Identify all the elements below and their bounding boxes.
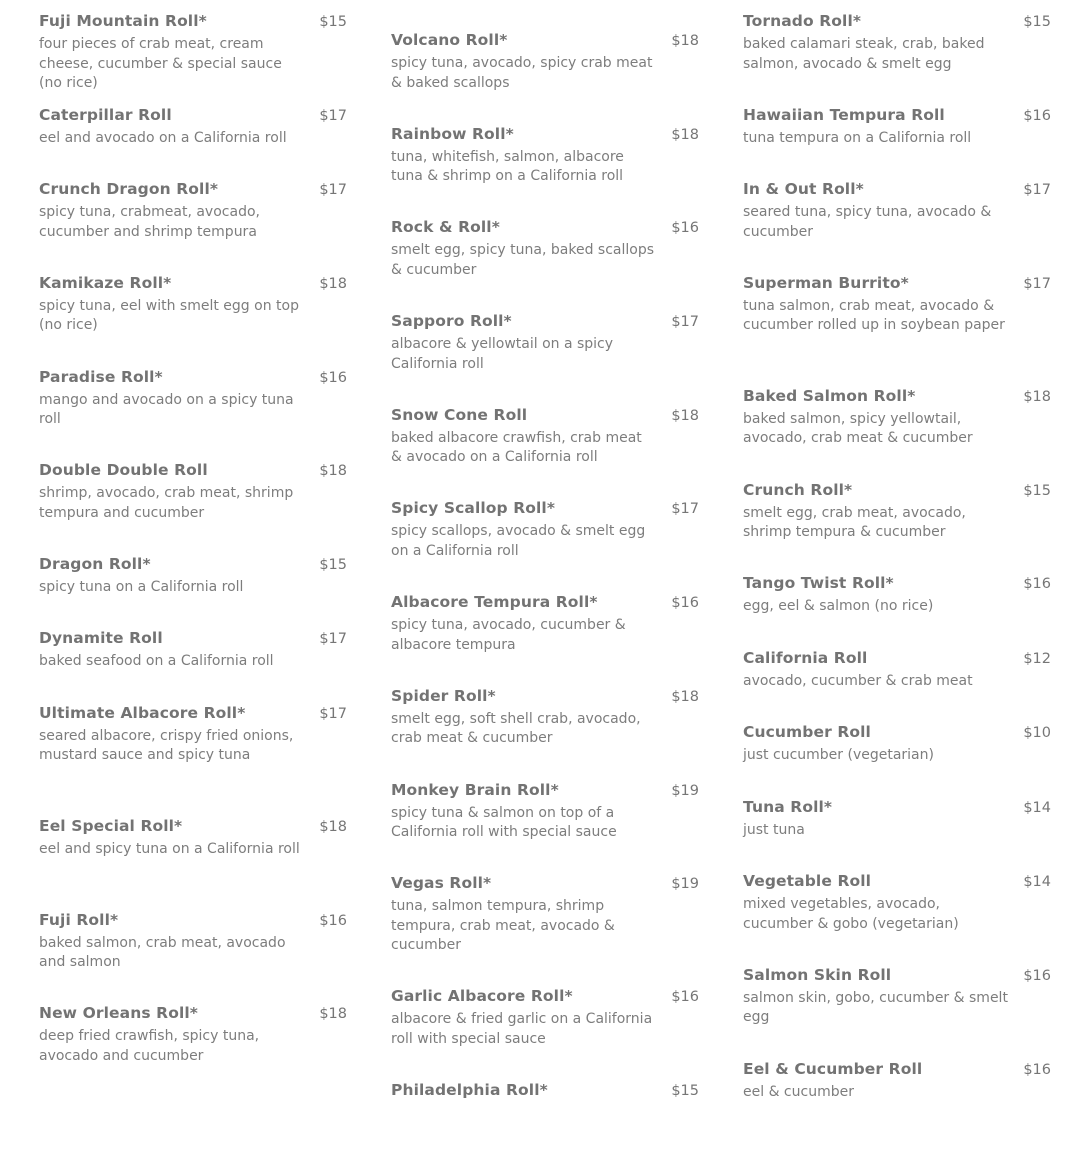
menu-item (39, 816, 347, 910)
item-header (39, 628, 347, 649)
item-name: Paradise Roll* (39, 367, 163, 386)
menu-item (743, 105, 1051, 180)
item-header (39, 273, 347, 294)
menu-item (39, 273, 347, 367)
item-description: baked salmon, crab meat, avocado and salmon (39, 934, 286, 971)
item-header (391, 592, 699, 613)
item-price: $16 (1023, 107, 1051, 124)
menu-item (743, 573, 1051, 648)
item-header (391, 311, 699, 332)
item-price: $17 (671, 314, 699, 331)
item-price: $14 (1023, 874, 1051, 891)
item-name: Snow Cone Roll (391, 405, 528, 424)
item-name: California Roll (743, 648, 868, 667)
item-price: $17 (319, 107, 347, 124)
item-price: $15 (1023, 14, 1051, 30)
item-header (39, 179, 347, 200)
item-description: four pieces of crab meat, cream cheese, cucumber & special sauce (no rice) (39, 36, 282, 91)
item-description: shrimp, avocado, crab meat, shrimp tempura and cucumber (39, 485, 294, 521)
item-name: Crunch Roll* (743, 480, 853, 499)
item-price: $17 (319, 705, 347, 722)
item-price: $19 (671, 782, 699, 799)
menu-item (743, 386, 1051, 480)
item-description: tuna, whitefish, salmon, albacore tuna & shrimp on a California roll (391, 148, 624, 185)
item-price: $17 (319, 182, 347, 199)
menu-item (743, 722, 1051, 797)
item-price: $16 (319, 369, 347, 386)
item-header (743, 273, 1051, 294)
item-name: Tornado Roll* (743, 12, 862, 30)
item-header (39, 11, 347, 32)
item-description: albacore & fried garlic on a California roll with special sauce (391, 1011, 653, 1047)
item-description: tuna, salmon tempura, shrimp tempura, crab meat, avocado & cucumber (391, 898, 615, 954)
item-description: spicy tuna & salmon on top of a California roll with special sauce (391, 804, 617, 840)
item-name: Volcano Roll* (391, 31, 508, 49)
item-header (391, 217, 699, 238)
item-description: just tuna (743, 821, 805, 838)
item-description: spicy tuna, eel with smelt egg on top (no rice) (39, 297, 299, 334)
item-description: smelt egg, crab meat, avocado, shrimp tempura & cucumber (743, 504, 966, 541)
item-description: mango and avocado on a spicy tuna roll (39, 391, 294, 428)
item-price: $18 (319, 463, 347, 480)
menu-item (39, 703, 347, 816)
item-price: $15 (671, 1082, 699, 1099)
item-header (743, 11, 1051, 32)
item-price: $18 (319, 818, 347, 835)
item-name: Caterpillar Roll (39, 105, 172, 124)
menu-column-2 (391, 30, 699, 1154)
menu-item (391, 686, 699, 780)
item-description: spicy tuna, avocado, cucumber & albacore tempura (391, 617, 626, 653)
item-price: $15 (1023, 482, 1051, 499)
item-description: albacore & yellowtail on a spicy California roll (391, 336, 614, 372)
item-description: spicy tuna on a California roll (39, 578, 244, 595)
menu-column-3 (743, 11, 1051, 1133)
item-price: $17 (319, 631, 347, 648)
item-name: Vegetable Roll (743, 872, 872, 891)
item-description: baked calamari steak, crab, baked salmon, avocado & smelt egg (743, 36, 985, 72)
menu-item (743, 480, 1051, 574)
menu-item (743, 179, 1051, 273)
item-price: $16 (1023, 1061, 1051, 1078)
item-name: Double Double Roll (39, 461, 208, 480)
menu-item (39, 105, 347, 180)
item-header (743, 573, 1051, 594)
item-name: Dynamite Roll (39, 629, 163, 648)
item-description: seared tuna, spicy tuna, avocado & cucumber (743, 204, 992, 240)
item-description: smelt egg, soft shell crab, avocado, crab meat & cucumber (391, 710, 641, 747)
item-name: In & Out Roll* (743, 180, 864, 199)
menu-item (743, 797, 1051, 872)
item-price: $18 (671, 33, 699, 49)
item-price: $12 (1023, 650, 1051, 667)
menu-item (39, 11, 347, 105)
item-price: $10 (1023, 725, 1051, 742)
item-header (743, 871, 1051, 892)
item-price: $19 (671, 876, 699, 893)
item-name: Salmon Skin Roll (743, 965, 892, 984)
menu-item (391, 311, 699, 405)
menu-item (391, 217, 699, 311)
item-header (391, 986, 699, 1007)
item-header (391, 780, 699, 801)
item-header (743, 179, 1051, 200)
item-price: $17 (1023, 275, 1051, 292)
menu-item (39, 628, 347, 703)
item-description: baked albacore crawfish, crab meat & avocado on a California roll (391, 429, 642, 466)
item-price: $15 (319, 556, 347, 573)
item-name: Garlic Albacore Roll* (391, 987, 573, 1006)
item-price: $16 (319, 912, 347, 929)
item-price: $14 (1023, 799, 1051, 816)
item-description: baked salmon, spicy yellowtail, avocado, crab meat & cucumber (743, 410, 973, 447)
item-name: Rainbow Roll* (391, 124, 514, 143)
item-name: Sapporo Roll* (391, 312, 512, 331)
item-header (39, 460, 347, 481)
item-price: $18 (1023, 388, 1051, 405)
item-price: $18 (319, 1006, 347, 1023)
item-description: baked seafood on a California roll (39, 653, 274, 670)
item-description: seared albacore, crispy fried onions, mustard sauce and spicy tuna (39, 727, 294, 764)
item-name: New Orleans Roll* (39, 1004, 198, 1023)
item-name: Tango Twist Roll* (743, 574, 894, 593)
item-description: spicy scallops, avocado & smelt egg on a California roll (391, 523, 646, 559)
item-name: Kamikaze Roll* (39, 273, 172, 292)
item-header (743, 386, 1051, 407)
menu-item (743, 11, 1051, 105)
item-name: Monkey Brain Roll* (391, 780, 559, 799)
menu-item (743, 965, 1051, 1059)
item-header (39, 105, 347, 126)
item-description: salmon skin, gobo, cucumber & smelt egg (743, 989, 1008, 1026)
item-price: $18 (319, 275, 347, 292)
item-description: spicy tuna, avocado, spicy crab meat & baked scallops (391, 55, 653, 91)
menu-item (391, 1080, 699, 1154)
item-name: Baked Salmon Roll* (743, 386, 916, 405)
item-name: Spider Roll* (391, 686, 496, 705)
menu-item (39, 1003, 347, 1097)
item-header (39, 816, 347, 837)
item-price: $16 (671, 989, 699, 1006)
item-price: $18 (671, 407, 699, 424)
item-header (39, 910, 347, 931)
item-name: Cucumber Roll (743, 723, 871, 742)
item-header (391, 1080, 699, 1101)
item-description: deep fried crawfish, spicy tuna, avocado and cucumber (39, 1028, 260, 1064)
menu-item (391, 124, 699, 218)
item-description: eel and spicy tuna on a California roll (39, 840, 300, 857)
item-price: $15 (319, 14, 347, 30)
menu-item (39, 910, 347, 1004)
item-description: smelt egg, spicy tuna, baked scallops & cucumber (391, 242, 654, 278)
item-header (743, 648, 1051, 669)
menu-item (39, 460, 347, 554)
item-description: just cucumber (vegetarian) (743, 747, 934, 764)
item-name: Rock & Roll* (391, 218, 500, 237)
item-header (743, 1059, 1051, 1080)
item-header (391, 873, 699, 894)
item-name: Fuji Mountain Roll* (39, 12, 207, 30)
item-price: $18 (671, 126, 699, 143)
menu-item (391, 405, 699, 499)
menu-item (743, 871, 1051, 965)
menu-item (743, 1059, 1051, 1134)
item-description: tuna tempura on a California roll (743, 129, 972, 146)
menu-item (391, 30, 699, 124)
item-description: tuna salmon, crab meat, avocado & cucumber rolled up in soybean paper (743, 297, 1005, 334)
item-header (39, 367, 347, 388)
item-header (39, 703, 347, 724)
item-price: $18 (671, 688, 699, 705)
item-header (391, 30, 699, 51)
item-price: $17 (671, 501, 699, 518)
item-header (39, 1003, 347, 1024)
item-price: $16 (671, 220, 699, 237)
item-header (391, 124, 699, 145)
item-name: Eel & Cucumber Roll (743, 1059, 923, 1078)
menu-item (391, 873, 699, 986)
item-header (391, 405, 699, 426)
item-name: Hawaiian Tempura Roll (743, 105, 945, 124)
item-description: avocado, cucumber & crab meat (743, 672, 973, 689)
item-name: Fuji Roll* (39, 910, 119, 929)
item-header (743, 722, 1051, 743)
item-name: Dragon Roll* (39, 554, 151, 573)
item-header (743, 480, 1051, 501)
menu-item (391, 986, 699, 1080)
item-price: $16 (1023, 967, 1051, 984)
item-name: Spicy Scallop Roll* (391, 499, 556, 518)
item-header (391, 686, 699, 707)
item-name: Ultimate Albacore Roll* (39, 703, 246, 722)
item-description: spicy tuna, crabmeat, avocado, cucumber and shrimp tempura (39, 204, 260, 240)
item-price: $16 (1023, 576, 1051, 593)
menu-item (743, 648, 1051, 723)
item-name: Superman Burrito* (743, 273, 909, 292)
item-header (39, 554, 347, 575)
item-name: Vegas Roll* (391, 874, 492, 893)
item-name: Crunch Dragon Roll* (39, 180, 219, 199)
menu-item (743, 273, 1051, 386)
item-header (743, 105, 1051, 126)
item-description: egg, eel & salmon (no rice) (743, 598, 934, 615)
menu-item (39, 367, 347, 461)
item-name: Philadelphia Roll* (391, 1080, 548, 1099)
item-description: mixed vegetables, avocado, cucumber & gobo (vegetarian) (743, 896, 959, 932)
item-price: $16 (671, 595, 699, 612)
item-price: $17 (1023, 182, 1051, 199)
item-description: eel & cucumber (743, 1083, 854, 1100)
menu-item (39, 179, 347, 273)
item-description: eel and avocado on a California roll (39, 129, 287, 146)
item-name: Tuna Roll* (743, 797, 833, 816)
menu-column-1 (39, 11, 347, 1097)
item-header (391, 498, 699, 519)
menu-item (39, 554, 347, 629)
menu-item (391, 780, 699, 874)
item-header (743, 965, 1051, 986)
item-name: Eel Special Roll* (39, 816, 183, 835)
item-name: Albacore Tempura Roll* (391, 593, 598, 612)
item-header (743, 797, 1051, 818)
menu-item (391, 498, 699, 592)
menu-item (391, 592, 699, 686)
